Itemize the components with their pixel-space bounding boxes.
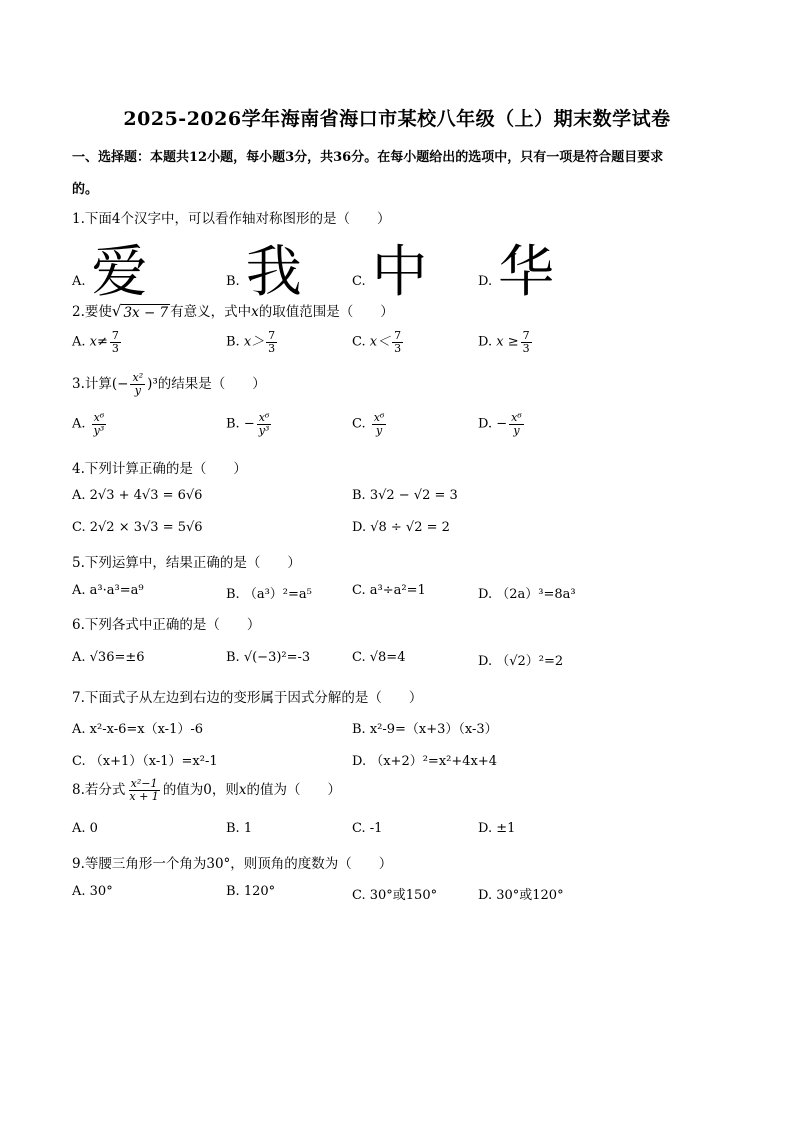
q3-expr-num: x²: [132, 371, 144, 385]
q6-option-d: D. （√2）²=2: [478, 654, 564, 669]
q2-option-a-frac: [110, 330, 121, 354]
q1-option-c-label: C.: [352, 274, 366, 289]
q8-option-c: C. -1: [352, 821, 383, 836]
q4-option-a: A. 2√3 + 4√3 = 6√6: [72, 488, 203, 503]
q2-option-d-frac: [521, 330, 532, 354]
q2-option-a-num: 7: [111, 329, 119, 342]
q6-option-a: A. √36=±6: [72, 650, 145, 665]
q2-option-c-den: 3: [394, 341, 402, 355]
q6-option-b: B. √(−3)²=-3: [226, 650, 311, 665]
q3-option-d-frac: [509, 412, 524, 436]
q1-option-c: [352, 228, 428, 308]
q2-option-c: [352, 330, 405, 354]
q1-option-a: [72, 228, 148, 308]
q1-option-a-label: A.: [72, 274, 86, 289]
q6-option-c: C. √8=4: [352, 650, 406, 665]
section-heading-line1: 一、选择题：本题共12小题，每小题3分，共36分。在每小题给出的选项中，只有一项是符合题目要求: [72, 150, 664, 165]
exam-title: 2025-2026学年海南省海口市某校八年级（上）期末数学试卷: [123, 108, 671, 130]
q3-option-b-frac: [257, 412, 272, 436]
q7-option-b: B. x²-9=（x+3）（x-3）: [352, 722, 498, 737]
q3-option-d-label: D.: [478, 416, 493, 432]
q3-option-a-label: A.: [72, 416, 86, 432]
q8-stem-mid: 的值为0，则: [162, 782, 239, 798]
q3-expr-close: )³: [147, 376, 158, 392]
q2-option-c-num: 7: [394, 329, 402, 342]
q7-option-a: A. x²-x-6=x（x-1）-6: [72, 722, 204, 737]
q3-option-b: [226, 412, 273, 436]
q9-option-c: C. 30°或150°: [352, 888, 438, 903]
q2-option-b-den: 3: [268, 341, 276, 355]
q1-option-d-label: D.: [478, 274, 493, 289]
q8-stem-pre: 8.若分式: [72, 782, 126, 798]
question-7-stem: 7.下面式子从左边到右边的变形属于因式分解的是（ ）: [72, 690, 423, 706]
q3-option-b-sign: −: [243, 416, 255, 432]
q9-option-d: D. 30°或120°: [478, 888, 564, 903]
q1-option-b-label: B.: [226, 274, 240, 289]
q2-option-d-rel: x ≥: [496, 334, 519, 350]
q4-option-b: B. 3√2 − √2 = 3: [352, 488, 458, 503]
q8-frac: [127, 778, 160, 802]
q8-option-a: A. 0: [72, 821, 98, 836]
q2-option-b-num: 7: [268, 329, 276, 342]
q1-option-c-char: 中: [371, 240, 428, 305]
q2-option-b: [226, 330, 279, 354]
q5-option-c: C. a³÷a²=1: [352, 583, 426, 598]
q3-option-c: [352, 412, 388, 436]
q5-option-d: D. （2a）³=8a³: [478, 587, 576, 602]
q3-option-b-den: y³: [258, 423, 270, 437]
q8-option-d: D. ±1: [478, 821, 516, 836]
q1-option-b: [226, 228, 302, 308]
q3-option-a: [72, 412, 108, 436]
q7-option-d: D. （x+2）²=x²+4x+4: [352, 754, 498, 769]
q3-expr-frac: [130, 372, 145, 396]
q3-stem-pre: 3.计算: [72, 376, 112, 392]
q1-option-d: [478, 228, 554, 308]
q3-option-d-num: x⁶: [511, 411, 522, 424]
q2-stem-post: 的取值范围是（ ）: [258, 304, 394, 320]
question-4-stem: 4.下列计算正确的是（ ）: [72, 461, 247, 477]
q2-option-b-rel: x＞: [243, 334, 265, 350]
q3-option-c-label: C.: [352, 416, 366, 432]
q3-option-c-num: x⁶: [373, 411, 385, 424]
q2-option-c-label: C.: [352, 334, 366, 350]
q4-option-c: C. 2√2 × 3√3 = 5√6: [72, 520, 203, 535]
q2-option-a-label: A.: [72, 334, 86, 350]
q8-var: x: [238, 782, 247, 798]
q3-option-b-label: B.: [226, 416, 240, 432]
q2-sqrt: √ 3x − 7: [111, 301, 169, 321]
q3-option-d-den: y: [513, 423, 520, 437]
q2-option-b-frac: [266, 330, 277, 354]
question-8-stem: [72, 778, 341, 803]
q2-option-c-frac: [392, 330, 403, 354]
q2-option-a-den: 3: [111, 341, 119, 355]
q2-option-b-label: B.: [226, 334, 240, 350]
q3-option-d-sign: −: [496, 416, 508, 432]
q3-expr-den: y: [134, 384, 141, 397]
question-2-stem: [72, 300, 394, 321]
q8-frac-num: x²−1: [130, 777, 158, 791]
q9-option-a: A. 30°: [72, 884, 113, 899]
q2-option-d-den: 3: [522, 341, 530, 355]
q2-stem-pre: 2.要使: [72, 304, 112, 320]
q3-option-d: [478, 412, 526, 436]
question-3-stem: [72, 372, 266, 397]
q8-frac-den: x + 1: [129, 790, 159, 803]
q3-option-b-num: x⁶: [258, 411, 270, 424]
q2-option-d-num: 7: [522, 329, 530, 342]
q3-option-a-den: y³: [93, 423, 105, 437]
section-heading-line2: 的。: [72, 182, 99, 197]
q2-var: x: [251, 304, 259, 320]
q9-option-b: B. 120°: [226, 884, 276, 899]
q8-stem-post: 的值为（ ）: [246, 782, 342, 798]
q1-option-a-char: 爱: [91, 240, 148, 305]
q3-option-a-num: x⁶: [93, 411, 105, 424]
q2-option-d: [478, 330, 534, 354]
q2-option-c-rel: x＜: [369, 334, 391, 350]
q3-option-a-frac: [92, 412, 107, 436]
q2-radicand: 3x − 7: [123, 304, 169, 321]
q2-option-a: [72, 330, 123, 354]
q2-option-d-label: D.: [478, 334, 493, 350]
q2-stem-mid: 有意义，式中: [170, 304, 252, 320]
q5-option-a: A. a³·a³=a⁹: [72, 583, 144, 598]
q8-option-b: B. 1: [226, 821, 253, 836]
question-9-stem: 9.等腰三角形一个角为30°，则顶角的度数为（ ）: [72, 856, 393, 872]
q3-option-c-frac: [372, 412, 387, 436]
q2-option-a-rel: x≠: [89, 334, 108, 350]
q1-option-b-char: 我: [245, 240, 302, 305]
question-6-stem: 6.下列各式中正确的是（ ）: [72, 617, 261, 633]
q4-option-d: D. √8 ÷ √2 = 2: [352, 520, 450, 535]
q3-option-c-den: y: [375, 423, 383, 437]
q5-option-b: B. （a³）²=a⁵: [226, 587, 312, 602]
q7-option-c: C. （x+1）（x-1）=x²-1: [72, 754, 218, 769]
q3-expr-open: (−: [111, 376, 129, 392]
q3-stem-post: 的结果是（ ）: [157, 376, 266, 392]
question-5-stem: 5.下列运算中，结果正确的是（ ）: [72, 555, 301, 571]
q1-option-d-char: 华: [498, 240, 555, 305]
question-1-stem: 1.下面4个汉字中，可以看作轴对称图形的是（ ）: [72, 211, 391, 227]
